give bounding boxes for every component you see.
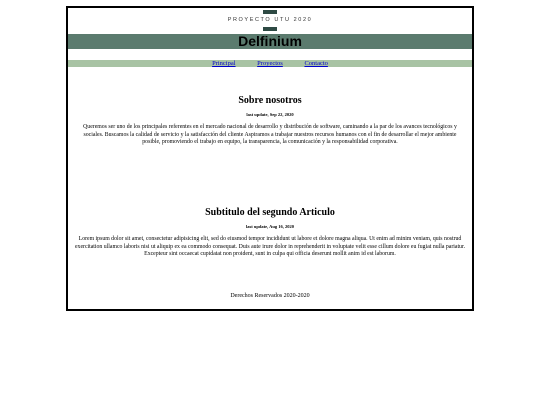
nav-link-contacto[interactable]: Contacto: [304, 60, 328, 67]
header-bar-bottom: [263, 27, 277, 31]
article-body: Lorem ipsum dolor sit amet, consectetur adipisicing elit, sed do eiusmod tempor incididunt ut labore et dolore magna aliqua. Ut enim ad minim veniam, quis nostrud exercitation ullamco laboris nisi ut aliquip ex ea commodo consequat. Duis aute irure dolor in reprehenderit in voluptate velit esse cillum dolore eu fugiat nulla pariatur. Excepteur sint occaecat cupidatat non proident, sunt in culpa qui officia deserunt mollit anim id est laborum.: [74, 236, 466, 257]
article-body: Queremos ser uno de los principales referentes en el mercado nacional de desarrollo y distribución de software, caminando a la par de los avances tecnológicos y sociales. Buscamos la calidad de servicio y la satisfacción del cliente Aspiramos a trabajar nuestros recursos humanos con el fin de desarrollar el mejor ambiente posible, promoviendo el trabajo en equipo, la transparencia, la comunicación y la responsabilidad corporativa.: [83, 124, 457, 145]
article-sobre-nosotros: [74, 94, 466, 147]
main-nav: [68, 59, 472, 68]
nav-link-principal[interactable]: Principal: [212, 60, 236, 67]
header-bar-top: [263, 10, 277, 14]
page-frame: [66, 6, 474, 311]
project-label: PROYECTO UTU 2020: [227, 17, 313, 23]
article-title: Subtitulo del segundo Articulo: [205, 207, 335, 218]
article-title: Sobre nosotros: [238, 95, 302, 106]
site-title: Delfinium: [238, 33, 302, 49]
footer: Derechos Reservados 2020-2020: [230, 293, 310, 299]
nav-link-proyectos[interactable]: Proyectos: [257, 60, 283, 67]
article-date: last update, Aug 16, 2020: [245, 224, 294, 229]
article-segundo: [74, 206, 466, 259]
article-date: last update, Sep 22, 2020: [246, 112, 294, 117]
